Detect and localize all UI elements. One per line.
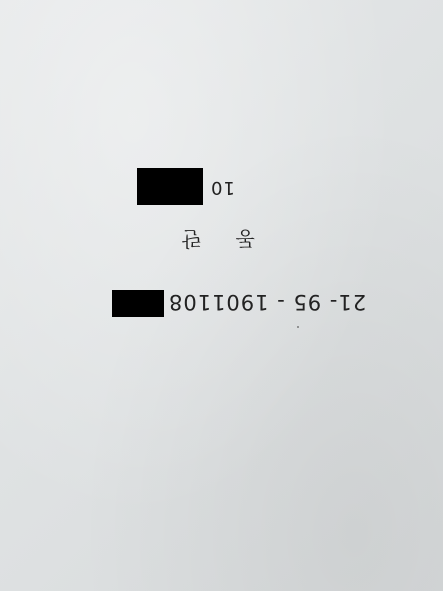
note-line-2: 동 란	[168, 227, 255, 251]
note-line-3: 21- 95 - 1901108	[168, 290, 367, 314]
redaction-block-top	[137, 168, 203, 205]
note-line-1: 10	[210, 177, 235, 198]
redaction-block-bottom	[112, 290, 164, 317]
ink-speck	[297, 326, 299, 328]
